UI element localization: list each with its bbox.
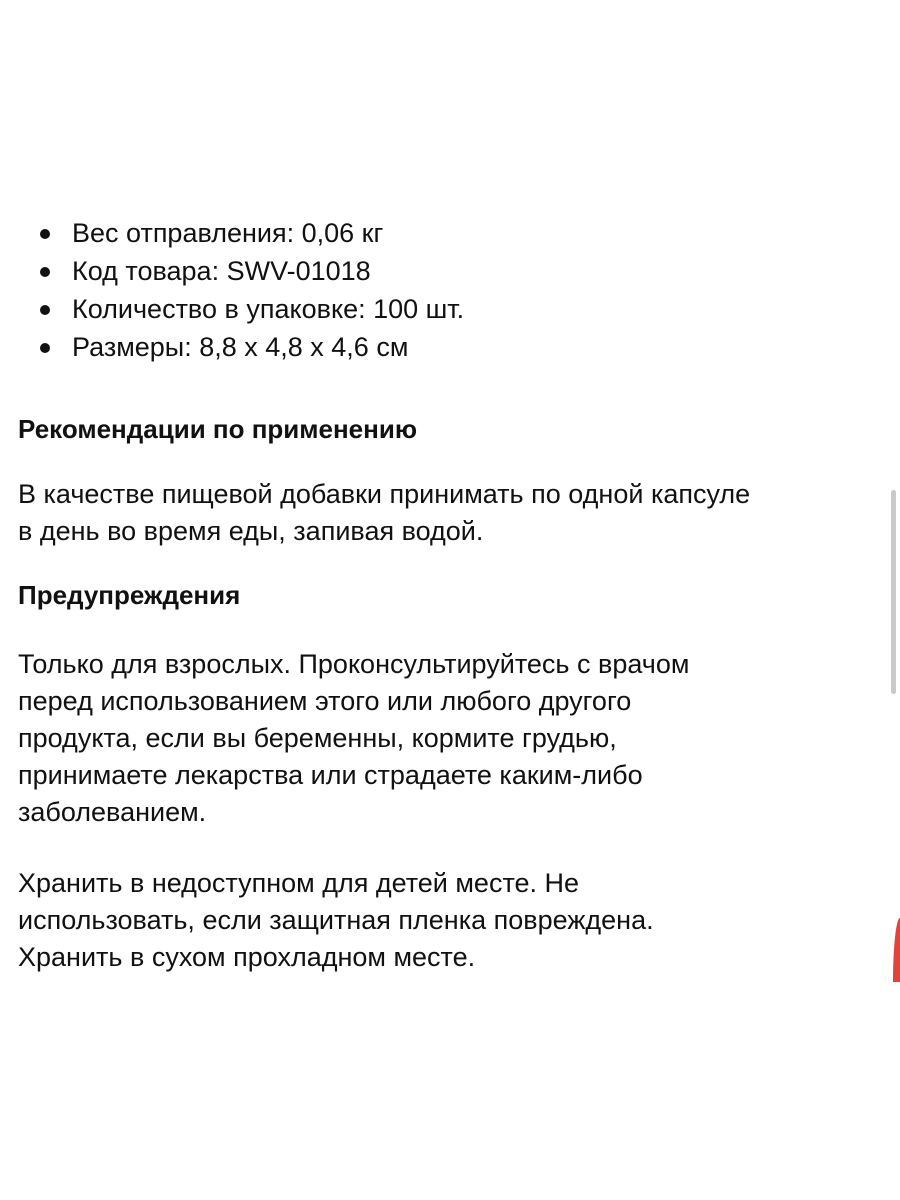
product-description [18,214,890,976]
bullet-icon [40,343,50,353]
bullet-icon [40,305,50,315]
spec-item-label: Вес отправления: 0,06 кг [72,218,384,248]
spec-item-label: Размеры: 8,8 x 4,8 x 4,6 см [72,332,409,362]
bullet-icon [40,267,50,277]
usage-heading: Рекомендации по применению [18,414,418,444]
spec-item-quantity [18,290,890,328]
text-line: перед использованием этого или любого другого [18,686,632,716]
spec-item-sku [18,252,890,290]
spec-item-dimensions [18,328,890,366]
spec-item-label: Код товара: SWV-01018 [72,256,371,286]
text-line: В качестве пищевой добавки принимать по одной капсуле [18,479,751,509]
storage-text [18,865,890,976]
text-line: Хранить в недоступном для детей месте. Не [18,868,580,898]
warnings-text [18,646,890,831]
warnings-heading: Предупреждения [18,580,241,610]
text-line: Только для взрослых. Проконсультируйтесь с врачом [18,649,690,679]
text-line: продукта, если вы беременны, кормите грудью, [18,723,617,753]
spec-item-label: Количество в упаковке: 100 шт. [72,294,465,324]
text-line: использовать, если защитная пленка повреждена. [18,905,654,935]
vertical-scrollbar[interactable] [891,490,896,694]
text-line: принимаете лекарства или страдаете каким-либо [18,760,643,790]
text-line: Хранить в сухом прохладном месте. [18,942,476,972]
spec-list [18,214,890,366]
text-line: в день во время еды, запивая водой. [18,516,484,546]
bullet-icon [40,229,50,239]
text-line: заболеванием. [18,797,207,827]
usage-text [18,476,890,550]
spec-item-weight [18,214,890,252]
edge-accent-shape [893,918,900,982]
